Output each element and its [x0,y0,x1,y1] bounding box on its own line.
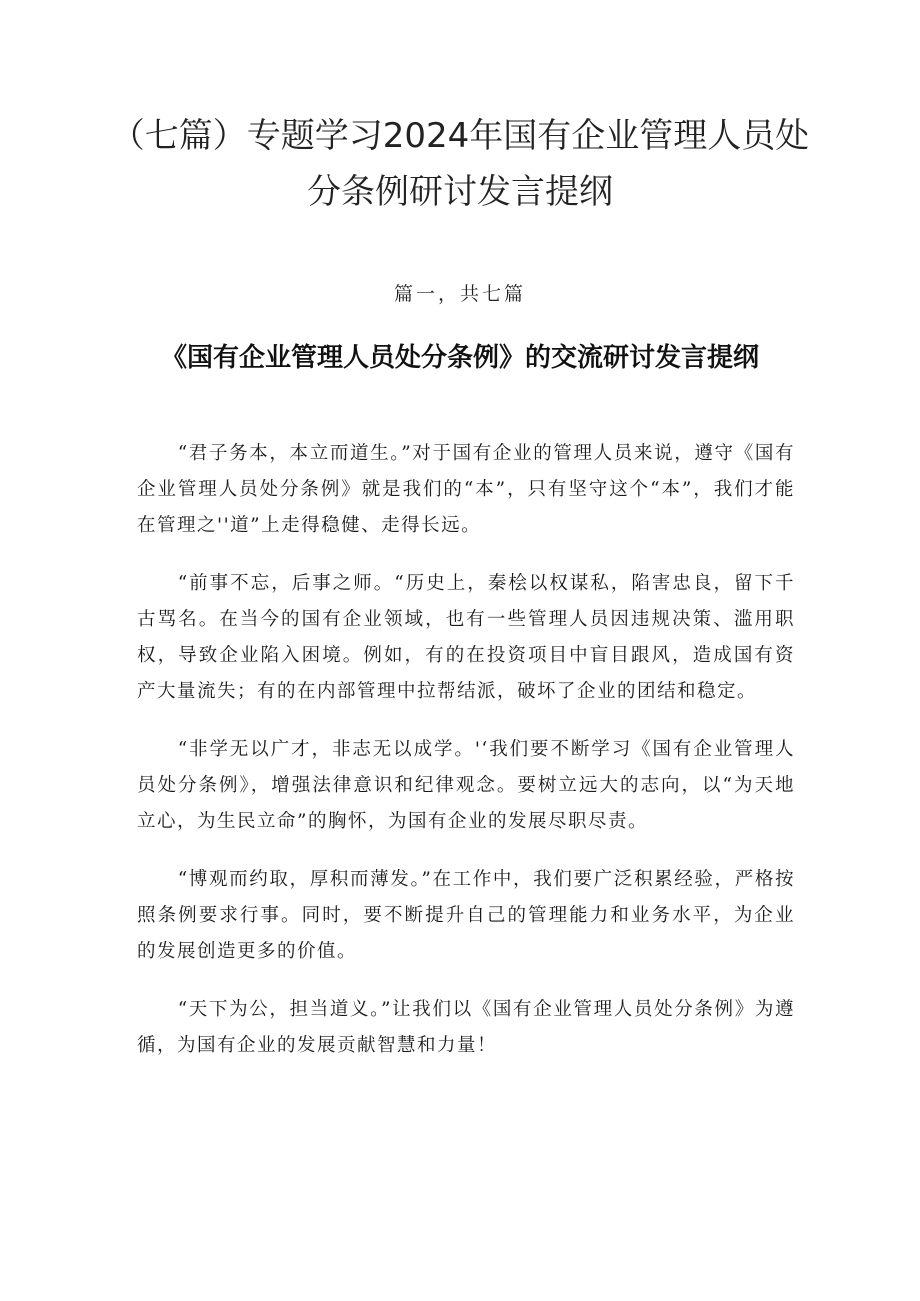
article-body [137,436,795,1086]
paragraph: “君子务本，本立而道生。”对于国有企业的管理人员来说，遵守《国有企业管理人员处分条例》就是我们的“本”，只有坚守这个“本”，我们才能在管理之''道”上走得稳健、走得长远。 [137,443,795,536]
article-title: 《国有企业管理人员处分条例》的交流研讨发言提纲 [160,343,759,373]
section-label: 篇一，共七篇 [393,283,526,305]
document-title: （七篇）专题学习2024年国有企业管理人员处分条例研讨发言提纲 [110,116,810,212]
paragraph: “前事不忘，后事之师。“历史上，秦桧以权谋私，陷害忠良，留下千古骂名。在当今的国有企业领域，也有一些管理人员因违规决策、滥用职权，导致企业陷入困境。例如，有的在投资项目中盲目跟风，造成国有资产大量流失；有的在内部管理中拉帮结派，破坏了企业的团结和稳定。 [137,573,795,702]
paragraph: “非学无以广才，非志无以成学。'‘我们要不断学习《国有企业管理人员处分条例》，增强法律意识和纪律观念。要树立远大的志向，以“为天地立心，为生民立命”的胸怀，为国有企业的发展尽职尽责。 [137,739,795,832]
paragraph: “博观而约取，厚积而薄发。”在工作中，我们要广泛积累经验，严格按照条例要求行事。同时，要不断提升自己的管理能力和业务水平，为企业的发展创造更多的价值。 [137,869,795,962]
paragraph: “天下为公，担当道义。”让我们以《国有企业管理人员处分条例》为遵循，为国有企业的发展贡献智慧和力量！ [137,999,795,1056]
